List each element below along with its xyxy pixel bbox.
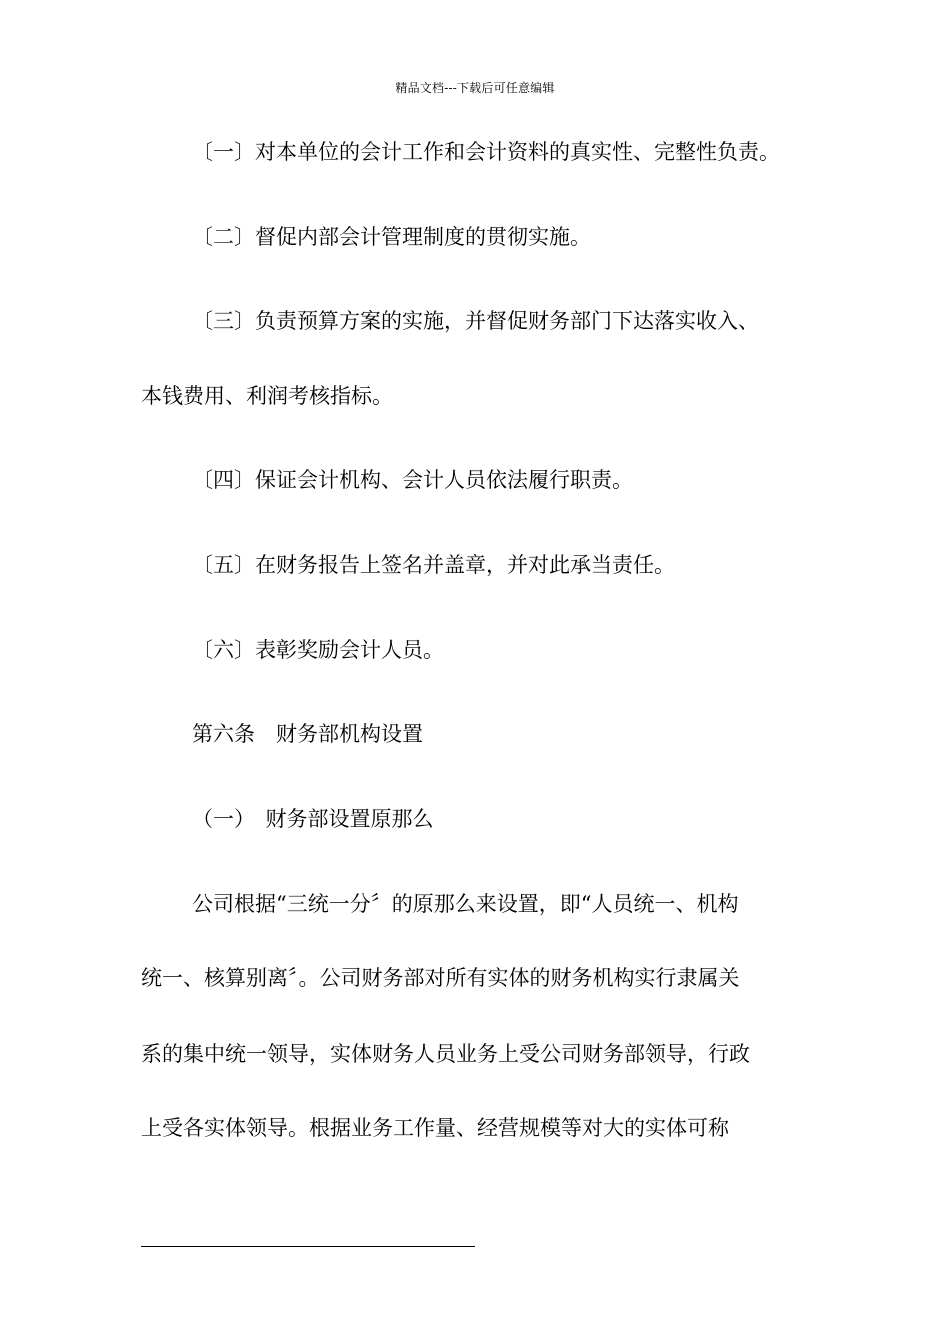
item-3-text: 〔三〕负责预算方案的实施，并督促财务部门下达落实收入、 [192, 309, 759, 333]
body-line-1: 公司根据“三统一分〞的原那么来设置，即“人员统一、机构 [192, 892, 739, 916]
item-5-text: 〔五〕在财务报告上签名并盖章，并对此承当责任。 [192, 553, 675, 577]
item-1-text: 〔一〕对本单位的会计工作和会计资料的真实性、完整性负责。 [192, 140, 780, 164]
item-6-text: 〔六〕表彰奖励会计人员。 [192, 638, 444, 662]
item-2-text: 〔二〕督促内部会计管理制度的贯彻实施。 [192, 225, 591, 249]
body-line-2: 统一、核算别离〞。公司财务部对所有实体的财务机构实行隶属关 [141, 966, 740, 990]
body-line-3: 系的集中统一领导，实体财务人员业务上受公司财务部领导，行政 [141, 1042, 750, 1066]
footnote-divider [141, 1246, 475, 1247]
page-header: 精品文档---下载后可任意编辑 [395, 81, 555, 95]
body-line-4: 上受各实体领导。根据业务工作量、经营规模等对大的实体可称 [141, 1116, 729, 1140]
subsection-heading: （一） 财务部设置原那么 [192, 807, 434, 831]
item-3-continuation: 本钱费用、利润考核指标。 [141, 384, 393, 408]
section-heading: 第六条 财务部机构设置 [192, 722, 423, 746]
item-4-text: 〔四〕保证会计机构、会计人员依法履行职责。 [192, 468, 633, 492]
